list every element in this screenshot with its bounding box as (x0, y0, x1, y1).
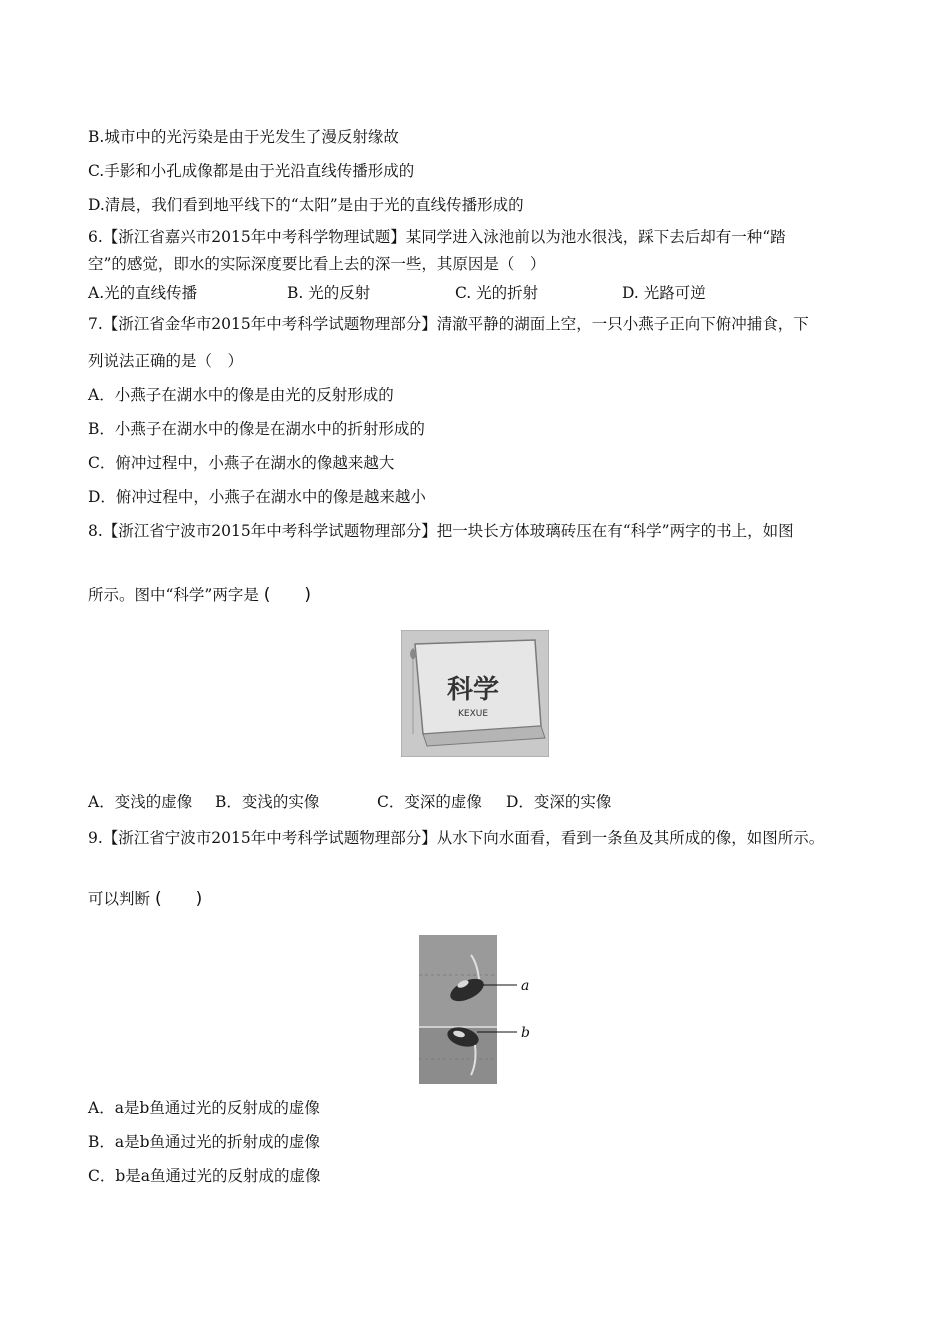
q5-option-d: D.清晨，我们看到地平线下的“太阳”是由于光的直线传播形成的 (88, 196, 524, 214)
q6-stem-line2: 空”的感觉，即水的实际深度要比看上去的深一些，其原因是（ ） (88, 255, 546, 273)
q7-stem-line2: 列说法正确的是（ ） (88, 352, 244, 370)
fish-image-figure (419, 935, 537, 1084)
q7-option-a: A．小燕子在湖水中的像是由光的反射形成的 (88, 386, 394, 404)
q8-option-d: D．变深的实像 (506, 793, 612, 811)
q7-option-b: B．小燕子在湖水中的像是在湖水中的折射形成的 (88, 420, 425, 438)
q9-option-c: C．b是a鱼通过光的反射成的虚像 (88, 1167, 321, 1185)
label-b: b (521, 1025, 530, 1041)
q8-answer-paren: ( ) (263, 585, 312, 605)
q8-option-a: A．变浅的虚像 (88, 793, 193, 811)
q8-option-b: B．变浅的实像 (215, 793, 320, 811)
q5-option-c: C.手影和小孔成像都是由于光沿直线传播形成的 (88, 162, 415, 180)
q7-option-c: C．俯冲过程中，小燕子在湖水的像越来越大 (88, 454, 395, 472)
q9-stem-text: 可以判断 (88, 890, 151, 908)
q6-option-b: B. 光的反射 (287, 284, 371, 302)
q6-options (88, 283, 706, 303)
q5-option-b: B.城市中的光污染是由于光发生了漫反射缘故 (88, 128, 399, 146)
q8-stem-line1: 8.【浙江省宁波市2015年中考科学试题物理部分】把一块长方体玻璃砖压在有“科学”两字的书上，如图 (88, 522, 794, 540)
q9-option-b: B．a是b鱼通过光的折射成的虚像 (88, 1133, 321, 1151)
q7-stem-line1: 7.【浙江省金华市2015年中考科学试题物理部分】清澈平静的湖面上空，一只小燕子正向下俯冲捕食，下 (88, 315, 809, 333)
q7-option-d: D．俯冲过程中，小燕子在湖水中的像是越来越小 (88, 488, 426, 506)
q6-option-d: D. 光路可逆 (622, 284, 706, 302)
q8-options (88, 792, 611, 812)
glass-brick-figure (401, 630, 549, 757)
q6-stem-line1: 6.【浙江省嘉兴市2015年中考科学物理试题】某同学进入泳池前以为池水很浅，踩下去后却有一种“踏 (88, 228, 786, 246)
q6-option-a: A.光的直线传播 (88, 284, 198, 302)
figure-pinyin: KEXUE (457, 709, 489, 719)
q9-answer-paren: ( ) (154, 889, 203, 909)
q8-option-c: C．变深的虚像 (377, 793, 482, 811)
q6-option-c: C. 光的折射 (455, 284, 539, 302)
q9-option-a: A．a是b鱼通过光的反射成的虚像 (88, 1099, 320, 1117)
q8-stem-text: 所示。图中“科学”两字是 (88, 586, 259, 604)
q8-stem-line2 (88, 585, 311, 605)
figure-chars: 科学 (446, 675, 500, 705)
q9-stem-line1: 9.【浙江省宁波市2015年中考科学试题物理部分】从水下向水面看，看到一条鱼及其所成的像，如图所示。 (88, 829, 825, 847)
q9-stem-line2 (88, 889, 202, 909)
label-a: a (521, 978, 530, 994)
